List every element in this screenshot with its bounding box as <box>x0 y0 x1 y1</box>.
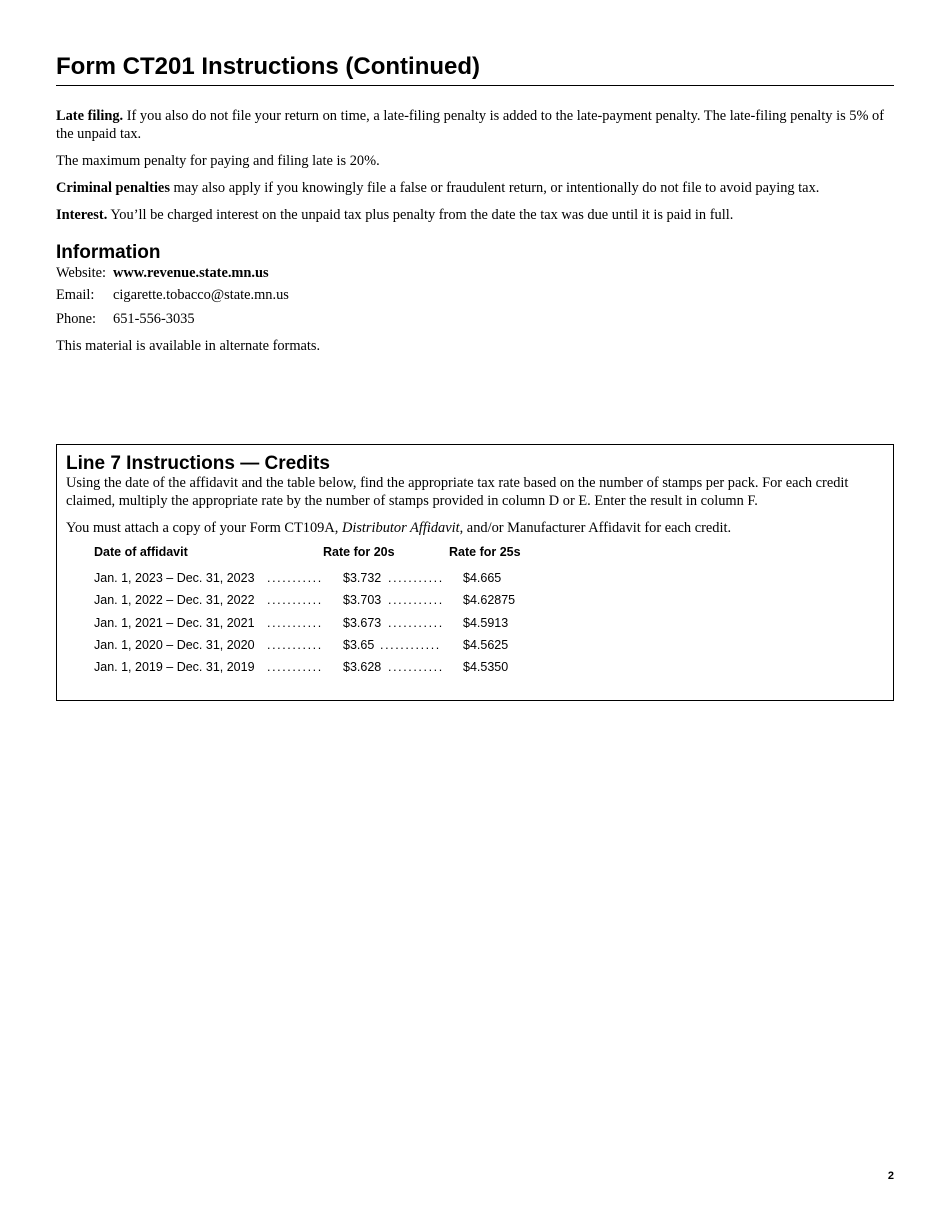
row-date-range: Jan. 1, 2020 – Dec. 31, 2020 <box>94 637 255 652</box>
leader-dots: ........... <box>267 660 323 675</box>
interest-label: Interest. <box>56 207 108 223</box>
rate-20s-value: $3.628 <box>343 660 382 675</box>
row-date-range: Jan. 1, 2022 – Dec. 31, 2022 <box>94 593 255 608</box>
late-filing-text: If you also do not file your return on time, a late-filing penalty is added to the late-payment penalty. The late-filing penalty is 5% of the unpaid tax. <box>56 108 885 142</box>
leader-dots: ........... <box>267 637 323 652</box>
attach-affidavit-paragraph <box>66 519 881 537</box>
line7-credits-box <box>56 444 894 701</box>
phone-label: Phone: <box>56 311 96 327</box>
row-date-range: Jan. 1, 2023 – Dec. 31, 2023 <box>94 571 255 585</box>
criminal-penalties-paragraph <box>56 179 894 197</box>
credits-heading: Line 7 Instructions — Credits <box>66 453 330 474</box>
website-row <box>56 264 269 282</box>
criminal-penalties-text: may also apply if you knowingly file a false or fraudulent return, or intentionally do not file to avoid paying tax. <box>169 180 820 196</box>
phone-number: 651-556-3035 <box>113 311 195 327</box>
leader-dots: ........... <box>267 593 323 608</box>
email-row <box>56 286 289 304</box>
rate-25s-value: $4.5913 <box>463 615 509 630</box>
rate-20s-value: $3.703 <box>343 593 382 608</box>
column-header-date: Date of affidavit <box>94 545 188 559</box>
interest-paragraph <box>56 206 894 224</box>
leader-dots: ........... <box>267 571 323 585</box>
phone-row <box>56 310 195 328</box>
email-link[interactable]: cigarette.tobacco@state.mn.us <box>113 287 289 303</box>
column-header-rate-20s: Rate for 20s <box>323 545 395 559</box>
leader-dots: ........... <box>388 593 444 608</box>
page-number: 2 <box>887 1170 894 1182</box>
row-date-range: Jan. 1, 2021 – Dec. 31, 2021 <box>94 615 255 630</box>
max-penalty-paragraph: The maximum penalty for paying and filing late is 20%. <box>56 153 380 169</box>
website-label: Website: <box>56 265 106 281</box>
rate-20s-value: $3.673 <box>343 615 382 630</box>
rate-25s-value: $4.5625 <box>463 637 509 652</box>
leader-dots: ........... <box>267 615 323 630</box>
rate-20s-value: $3.732 <box>343 571 382 585</box>
alternate-formats-note: This material is available in alternate formats. <box>56 338 321 354</box>
page-title: Form CT201 Instructions (Continued) <box>56 50 894 86</box>
late-filing-label: Late filing. <box>56 108 124 124</box>
leader-dots: ........... <box>388 660 444 675</box>
criminal-penalties-label: Criminal penalties <box>56 180 170 196</box>
rate-20s-value: $3.65 <box>343 637 375 652</box>
leader-dots: ........... <box>388 615 444 630</box>
attach-text-before: You must attach a copy of your Form CT109A, <box>66 520 342 536</box>
credits-instructions-paragraph: Using the date of the affidavit and the table below, find the appropriate tax rate based on the number of stamps per pack. For each credit claimed, multiply the appropriate rate by the number of stamps provided in column D or E. Enter the result in column F. <box>66 475 849 509</box>
information-heading: Information <box>56 242 161 263</box>
late-filing-paragraph <box>56 107 894 143</box>
attach-text-after: , and/or Manufacturer Affidavit for each credit. <box>459 520 732 536</box>
leader-dots: ............ <box>380 637 441 652</box>
leader-dots: ........... <box>388 571 444 585</box>
row-date-range: Jan. 1, 2019 – Dec. 31, 2019 <box>94 660 255 675</box>
distributor-affidavit-title: Distributor Affidavit <box>341 520 460 536</box>
column-header-rate-25s: Rate for 25s <box>449 545 521 559</box>
website-link[interactable]: www.revenue.state.mn.us <box>113 265 269 281</box>
rate-25s-value: $4.62875 <box>463 593 516 608</box>
email-label: Email: <box>56 287 95 303</box>
rate-25s-value: $4.5350 <box>463 660 509 675</box>
interest-text: You’ll be charged interest on the unpaid tax plus penalty from the date the tax was due until it is paid in full. <box>107 207 734 223</box>
rate-25s-value: $4.665 <box>463 571 502 585</box>
